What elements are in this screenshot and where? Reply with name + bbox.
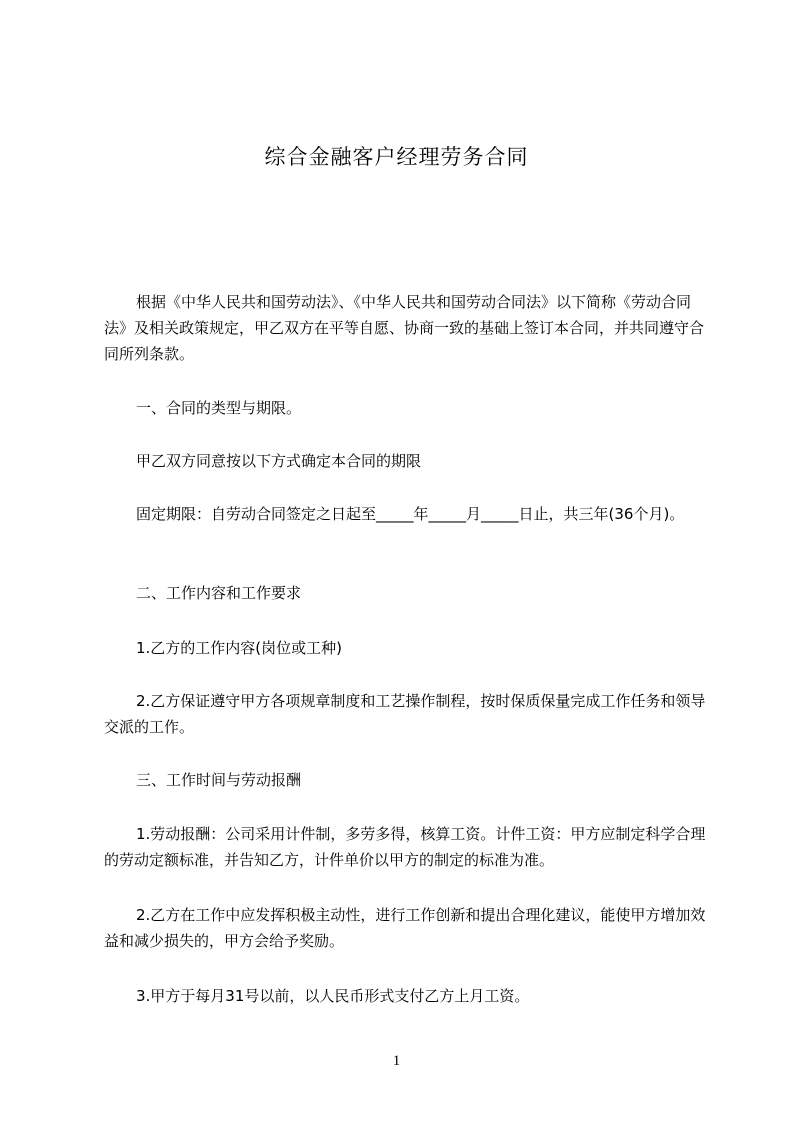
clause-2-2: 2.乙方保证遵守甲方各项规章制度和工艺操作制程，按时保质保量完成工作任务和领导交派的工作。 — [104, 692, 706, 736]
section-heading-2: 二、工作内容和工作要求 — [136, 584, 302, 602]
page-number: 1 — [392, 1053, 401, 1069]
paragraph-term-intro: 甲乙双方同意按以下方式确定本合同的期限 — [136, 452, 422, 470]
clause-2-1: 1.乙方的工作内容(岗位或工种) — [136, 639, 343, 657]
section-heading-1: 一、合同的类型与期限。 — [136, 399, 302, 417]
clause-3-3: 3.甲方于每月31号以前，以人民币形式支付乙方上月工资。 — [136, 987, 530, 1005]
paragraph-fixed-term: 固定期限：自劳动合同签定之日起至_____年_____月_____日止，共三年(36个月)。 — [136, 505, 685, 523]
section-heading-3: 三、工作时间与劳动报酬 — [136, 771, 302, 789]
document-title: 综合金融客户经理劳务合同 — [264, 145, 529, 169]
paragraph-preamble: 根据《中华人民共和国劳动法》、《中华人民共和国劳动合同法》以下简称《劳动合同法》及相关政策规定，甲乙双方在平等自愿、协商一致的基础上签订本合同，并共同遵守合同所列条款。 — [104, 293, 705, 363]
clause-3-1: 1.劳动报酬：公司采用计件制，多劳多得，核算工资。计件工资：甲方应制定科学合理的劳动定额标准，并告知乙方，计件单价以甲方的制定的标准为准。 — [104, 825, 706, 869]
clause-3-2: 2.乙方在工作中应发挥积极主动性，进行工作创新和提出合理化建议，能使甲方增加效益和减少损失的，甲方会给予奖励。 — [104, 906, 706, 950]
